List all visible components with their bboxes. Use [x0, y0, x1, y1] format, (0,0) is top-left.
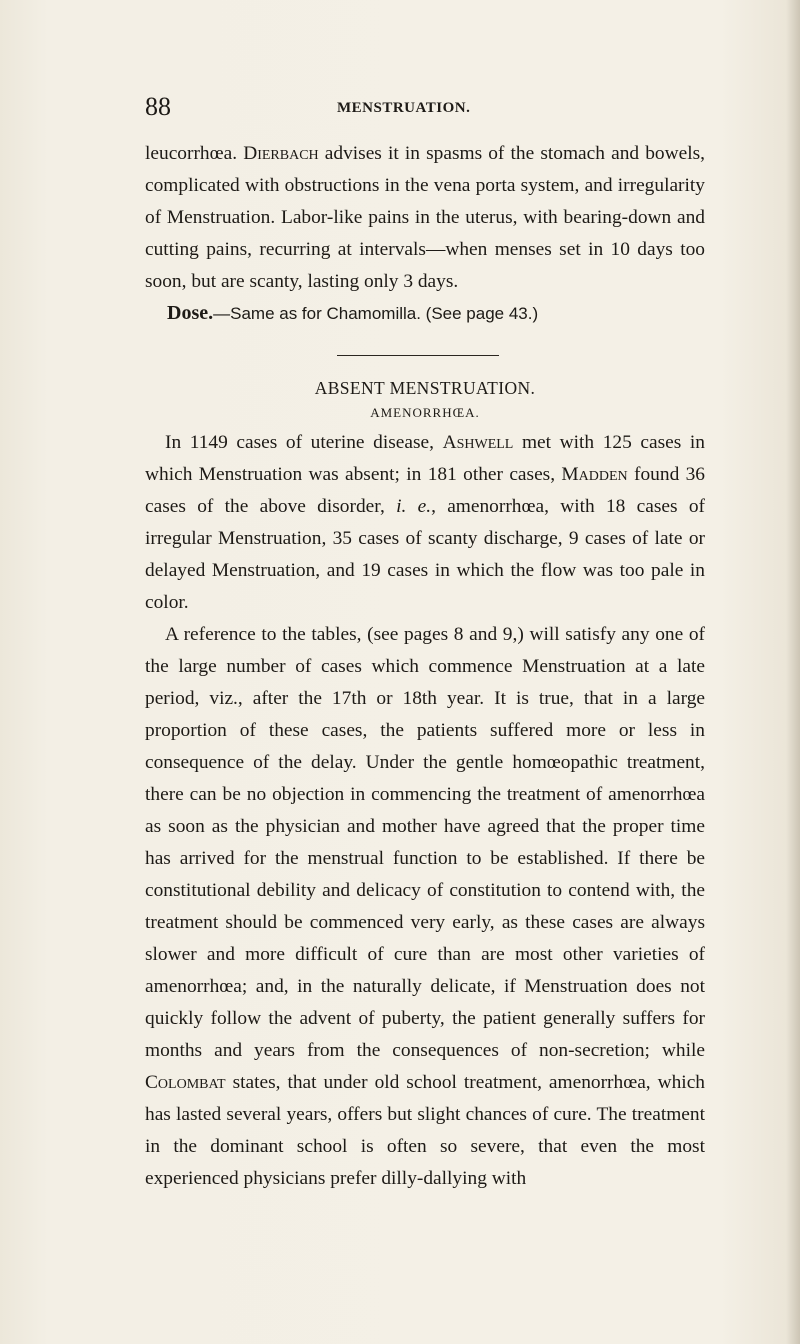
paragraph2-run-0: In 1149 cases of uterine disease, [165, 432, 443, 453]
paragraph2-run-5: i. e. [396, 496, 432, 517]
paragraph1-run-1: Dierbach [243, 143, 319, 164]
page-number: 88 [145, 92, 171, 121]
dose-label: Dose. [167, 302, 214, 324]
section-divider [337, 355, 499, 356]
dose-text: —Same as for Chamomilla. (See page 43.) [213, 304, 539, 323]
paragraph2-run-2: met with 125 cases in which Menstruation was absent; in 181 other cases, [145, 432, 705, 485]
paragraph-statistics [145, 427, 705, 619]
paragraph3-run-1: Colombat [145, 1072, 226, 1093]
page-header [145, 92, 705, 136]
section-subtitle: AMENORRHŒA. [370, 405, 480, 420]
paragraph-leucorrhoea [145, 138, 705, 298]
paragraph2-run-3: Madden [561, 464, 628, 485]
dose-line [145, 298, 705, 329]
paragraph2-run-6: , amenorrhœa, with 18 cases of irregular Menstruation, 35 cases of scanty discharge, 9 cases of late or delayed Menstruation, and 19 cases in which the flow was too pale in color. [145, 496, 705, 613]
paragraph2-run-4: found 36 cases of the above disorder, [145, 464, 705, 517]
paragraph1-run-0: leucorrhœa. [145, 143, 244, 164]
paragraph3-run-0: A reference to the tables, (see pages 8 and 9,) will satisfy any one of the large number of cases which commence Menstruation at a late period, viz., after the 17th or 18th year. It is true, that in a large proportion of these cases, the patients suffered more or less in consequence of the delay. Under the gentle homœopathic treatment, there can be no objection in commencing the treatment of amenorrhœa as soon as the physician and mother have agreed that the proper time has arrived for the menstrual function to be established. If there be constitutional debility and delicacy of constitution to contend with, the treatment should be commenced very early, as these cases are always slower and more difficult of cure than are most other varieties of amenorrhœa; and, in the naturally delicate, if Menstruation does not quickly follow the advent of puberty, the patient generally suffers for months and years from the consequences of non-secretion; while [145, 624, 705, 1061]
page-edge-shadow [786, 0, 800, 1344]
paragraph2-run-1: Ashwell [442, 432, 514, 453]
paragraph-treatment [145, 619, 705, 1195]
paragraph1-run-2: advises it in spasms of the stomach and bowels, complicated with obstructions in the vena porta system, and irregularity of Menstruation. Labor-like pains in the uterus, with bearing-down and cutting pains, recurring at intervals—when menses set in 10 days too soon, but are scanty, lasting only 3 days. [145, 143, 705, 292]
section-title: ABSENT MENSTRUATION. [314, 378, 536, 398]
running-head: MENSTRUATION. [337, 100, 471, 116]
paragraph3-run-2: states, that under old school treatment, amenorrhœa, which has lasted several years, offers but slight chances of cure. The treatment in the dominant school is often so severe, that even the most experienced physicians prefer dilly-dallying with [145, 1072, 705, 1189]
page-body [145, 138, 705, 1195]
